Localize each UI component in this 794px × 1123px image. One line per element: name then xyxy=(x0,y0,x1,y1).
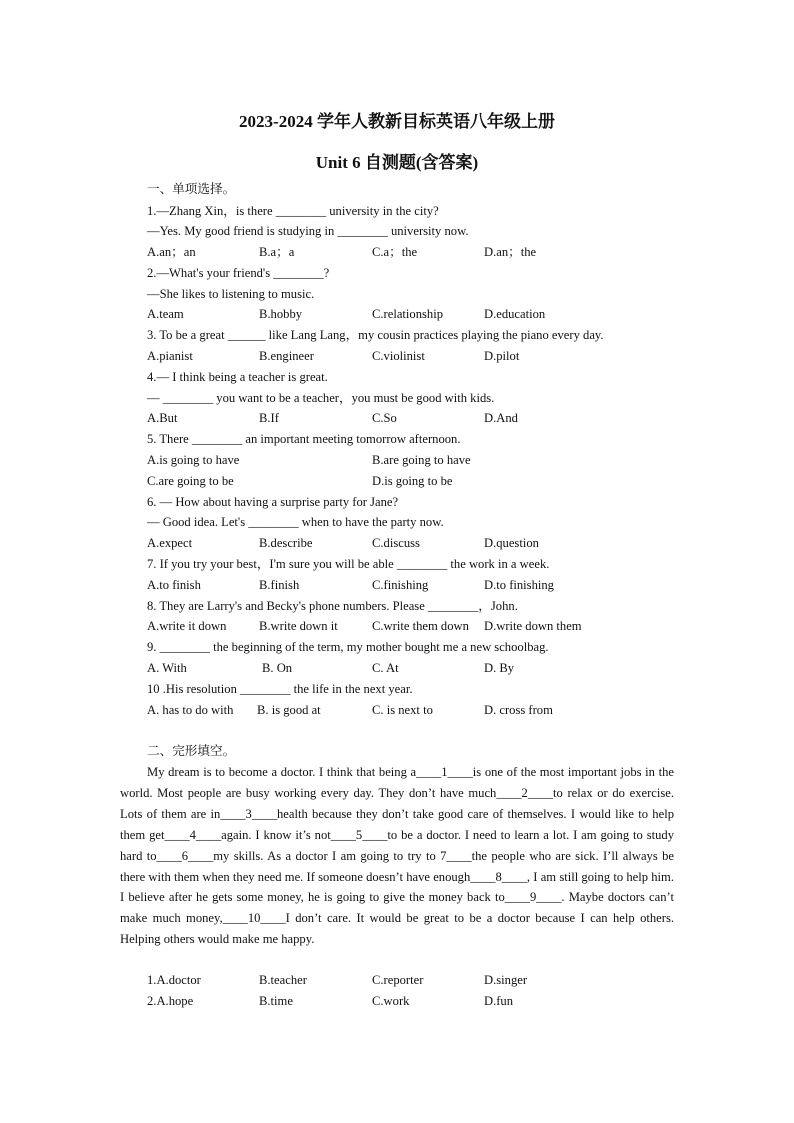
question-line: 7. If you try your best，I'm sure you will be able ________ the work in a week. xyxy=(147,557,550,571)
document-title: 2023-2024 学年人教新目标英语八年级上册 xyxy=(239,112,555,131)
question-line: —Yes. My good friend is studying in ________ university now. xyxy=(147,224,469,238)
question-line: —She likes to listening to music. xyxy=(147,287,315,301)
option: B.engineer xyxy=(259,349,314,363)
question-line: — ________ you want to be a teacher，you must be good with kids. xyxy=(147,391,495,405)
question-line: 10 .His resolution ________ the life in the next year. xyxy=(147,682,413,696)
option: B.hobby xyxy=(259,307,303,321)
option: C. At xyxy=(372,661,399,675)
option: D. cross from xyxy=(484,703,553,717)
option: A.to finish xyxy=(147,578,201,592)
option: D.fun xyxy=(484,994,514,1008)
question-line: 6. — How about having a surprise party for Jane? xyxy=(147,495,399,509)
option: B. On xyxy=(262,661,293,675)
section-heading: 一、单项选择。 xyxy=(147,182,236,196)
question-line: 9. ________ the beginning of the term, my mother bought me a new schoolbag. xyxy=(147,640,549,654)
option: B.a；a xyxy=(259,245,295,259)
option: B.write down it xyxy=(259,619,338,633)
option: D. By xyxy=(484,661,515,675)
option: B.teacher xyxy=(259,973,307,987)
option: B.are going to have xyxy=(372,453,471,467)
document-subtitle: Unit 6 自测题(含答案) xyxy=(315,153,479,172)
option: A.is going to have xyxy=(147,453,240,467)
option: D.an；the xyxy=(484,245,537,259)
question-line: 8. They are Larry's and Becky's phone numbers. Please ________，John. xyxy=(147,599,518,613)
option: D.write down them xyxy=(484,619,582,633)
option: A.team xyxy=(147,307,184,321)
option: 2.A.hope xyxy=(147,994,194,1008)
option: D.And xyxy=(484,411,518,425)
option: C.reporter xyxy=(372,973,424,987)
question-line: 4.— I think being a teacher is great. xyxy=(147,370,328,384)
option: A.write it down xyxy=(147,619,227,633)
option: B.finish xyxy=(259,578,300,592)
option: D.to finishing xyxy=(484,578,554,592)
option: C.a；the xyxy=(372,245,418,259)
option: C.relationship xyxy=(372,307,444,321)
option: D.singer xyxy=(484,973,528,987)
option: C.finishing xyxy=(372,578,429,592)
option: A.expect xyxy=(147,536,193,550)
option: D.is going to be xyxy=(372,474,453,488)
question-line: 5. There ________ an important meeting tomorrow afternoon. xyxy=(147,432,461,446)
option: C.work xyxy=(372,994,410,1008)
option: B.time xyxy=(259,994,293,1008)
option: D.education xyxy=(484,307,546,321)
option: C. is next to xyxy=(372,703,433,717)
question-line: 1.—Zhang Xin，is there ________ university in the city? xyxy=(147,204,439,218)
option: B. is good at xyxy=(257,703,321,717)
option: D.question xyxy=(484,536,539,550)
option: B.If xyxy=(259,411,279,425)
option: C.discuss xyxy=(372,536,420,550)
option: C.violinist xyxy=(372,349,425,363)
question-line: — Good idea. Let's ________ when to have the party now. xyxy=(147,515,444,529)
option: C.write them down xyxy=(372,619,469,633)
option: A. With xyxy=(147,661,187,675)
option: A. has to do with xyxy=(147,703,234,717)
option: A.But xyxy=(147,411,178,425)
question-line: 3. To be a great ______ like Lang Lang，my cousin practices playing the piano every day. xyxy=(147,328,604,342)
option: B.describe xyxy=(259,536,313,550)
option: 1.A.doctor xyxy=(147,973,201,987)
section-heading: 二、完形填空。 xyxy=(147,744,236,758)
cloze-passage: My dream is to become a doctor. I think that being a____1____is one of the most important jobs in the world. Most people are busy working every day. They don’t have much____2____to relax or do exercise. Lots of them are in____3____health because they don’t take good care of themselves. I would like to help them get____4____again. I know it’s not____5____to be a doctor. I need to learn a lot. I am going to study hard to____6____my skills. As a doctor I am going to try to 7____the people who are sick. I’ll always be there with them when they need me. If someone doesn’t have enough____8____, I am still going to help him. I believe after he gets some money, he is going to give the money back to____9____. Maybe doctors can’t make much money,____10____I don’t care. It would be great to be a doctor because I can help others. Helping others would make me happy. xyxy=(120,765,674,947)
option: C.So xyxy=(372,411,397,425)
option: C.are going to be xyxy=(147,474,234,488)
option: A.pianist xyxy=(147,349,193,363)
option: D.pilot xyxy=(484,349,520,363)
question-line: 2.—What's your friend's ________? xyxy=(147,266,330,280)
option: A.an；an xyxy=(147,245,196,259)
